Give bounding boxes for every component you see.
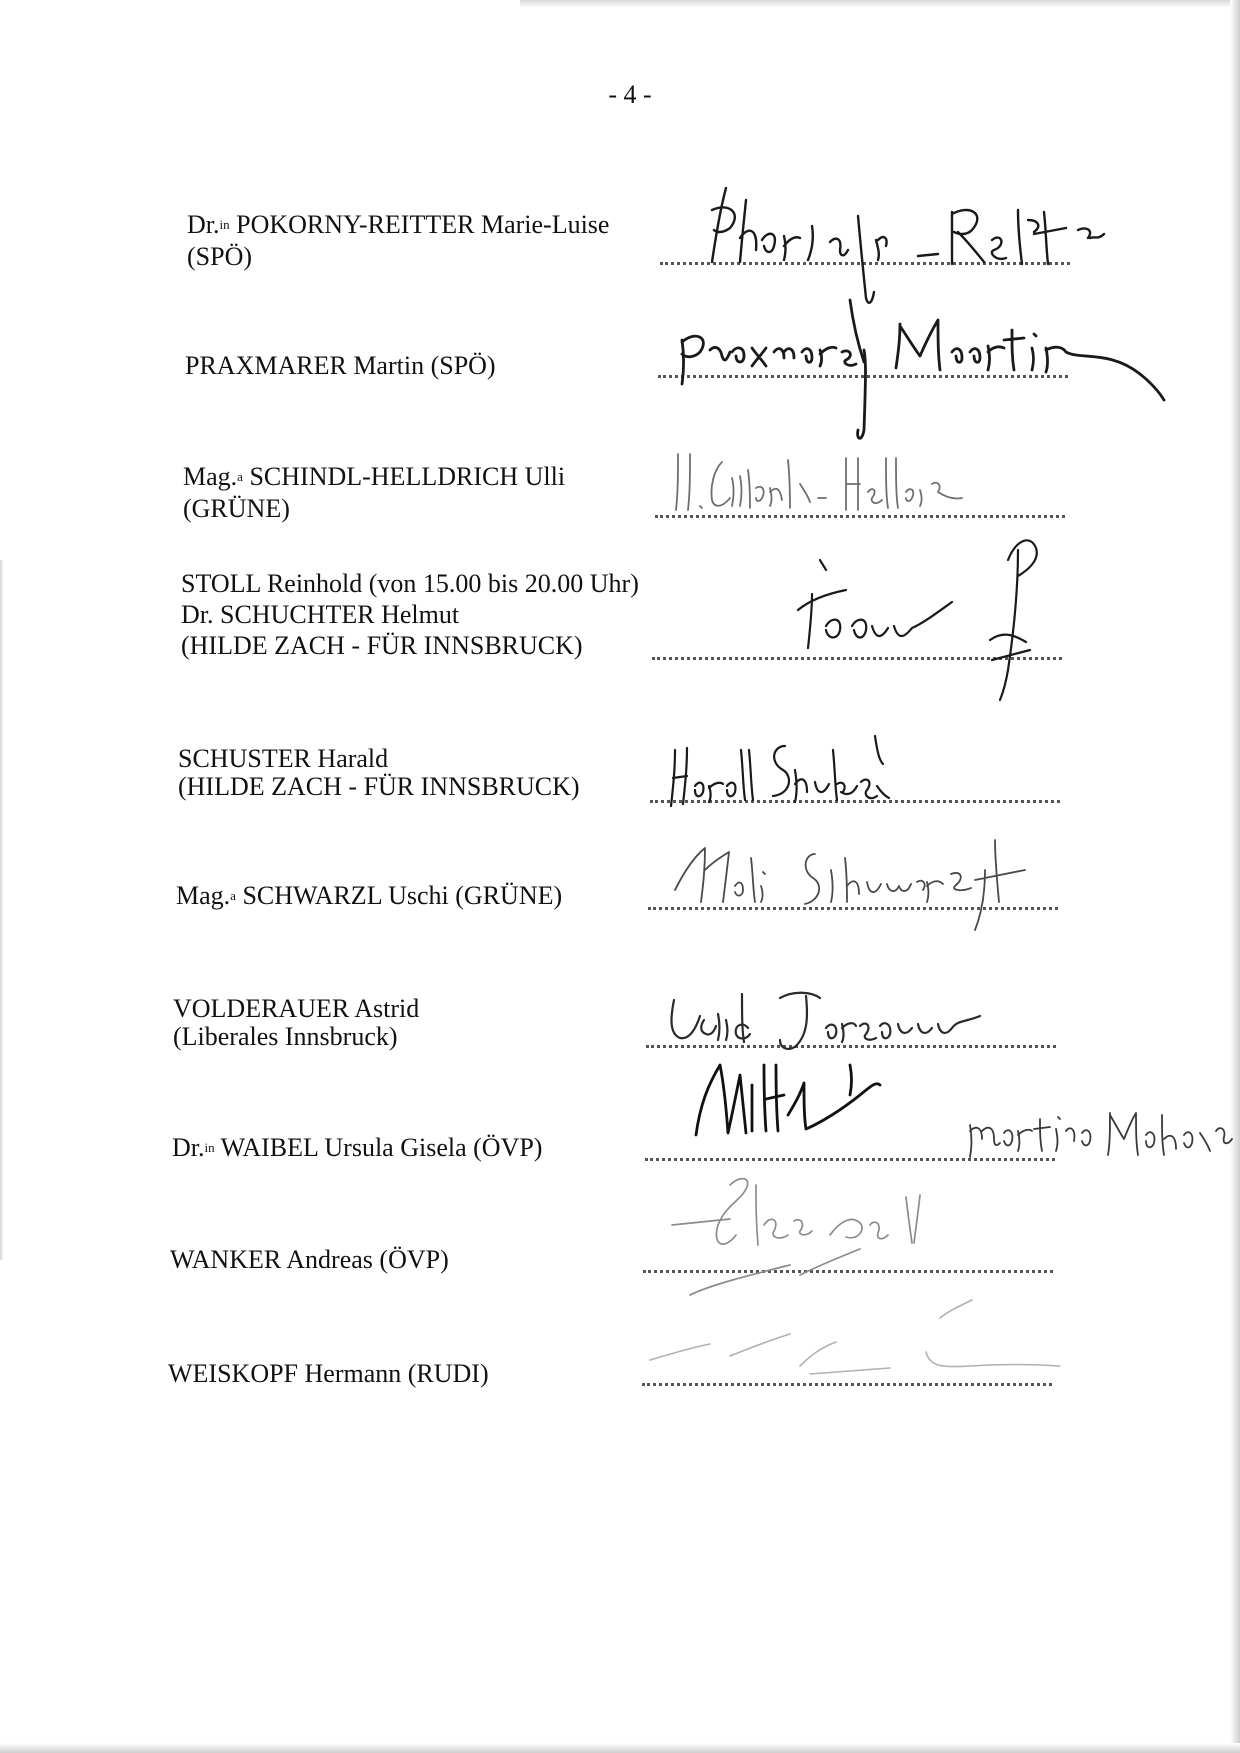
signatory-entry xyxy=(183,463,565,523)
scan-shadow-right xyxy=(1230,0,1240,1753)
scan-shadow-bottom xyxy=(0,1743,1240,1753)
signature-waibel xyxy=(680,1045,940,1155)
signature-wanker xyxy=(670,1165,1070,1305)
title-suffix: in xyxy=(204,1140,215,1155)
signatory-name: SCHINDL-HELLDRICH Ulli xyxy=(249,462,566,491)
academic-title: Dr. xyxy=(187,210,220,239)
signatory-name: SCHUSTER Harald xyxy=(178,744,389,773)
signature-weiskopf xyxy=(640,1290,1120,1400)
academic-title: Mag. xyxy=(183,462,238,491)
signatory-name: WEISKOPF Hermann (RUDI) xyxy=(168,1359,489,1388)
signature-schindl xyxy=(670,440,1050,520)
signatory-entry xyxy=(181,568,639,661)
signatory-party: (HILDE ZACH - FÜR INNSBRUCK) xyxy=(178,772,580,801)
signatory-entry xyxy=(187,211,609,271)
signatory-party: (Liberales Innsbruck) xyxy=(173,1022,398,1051)
page-number: - 4 - xyxy=(608,80,652,109)
signatory-entry xyxy=(178,745,580,801)
signatory-entry xyxy=(168,1360,489,1388)
scan-shadow-left xyxy=(0,560,4,1260)
signature-praxmarer xyxy=(670,290,1190,440)
signatory-party: (GRÜNE) xyxy=(183,494,290,523)
signatory-party: (SPÖ) xyxy=(187,242,253,271)
academic-title: Dr. xyxy=(172,1133,205,1162)
signatory-entry xyxy=(173,995,419,1051)
signatory-entry xyxy=(172,1134,542,1166)
signatory-name: SCHWARZL Uschi (GRÜNE) xyxy=(242,881,563,910)
signatory-entry xyxy=(170,1246,449,1274)
signature-extra xyxy=(960,1095,1240,1165)
signatory-name: PRAXMARER Martin (SPÖ) xyxy=(185,351,496,380)
signatory-entry xyxy=(176,882,562,914)
signatory-entry xyxy=(185,352,496,380)
signatory-party: (HILDE ZACH - FÜR INNSBRUCK) xyxy=(181,631,583,660)
title-suffix: in xyxy=(219,217,230,232)
title-suffix: a xyxy=(237,469,243,484)
signatory-name: POKORNY-REITTER Marie-Luise xyxy=(236,210,610,239)
title-suffix: a xyxy=(230,888,236,903)
signature-stoll xyxy=(790,530,1090,710)
signature-schuster xyxy=(665,730,1005,820)
scan-shadow-top xyxy=(520,0,1240,8)
signature-schwarzl xyxy=(665,830,1115,940)
signatory-name: WAIBEL Ursula Gisela (ÖVP) xyxy=(220,1133,543,1162)
signatory-name: Dr. SCHUCHTER Helmut xyxy=(181,600,460,629)
academic-title: Mag. xyxy=(176,881,231,910)
signatory-name: WANKER Andreas (ÖVP) xyxy=(170,1245,449,1274)
signatory-name: VOLDERAUER Astrid xyxy=(173,994,420,1023)
signatory-name: STOLL Reinhold (von 15.00 bis 20.00 Uhr) xyxy=(181,569,639,598)
